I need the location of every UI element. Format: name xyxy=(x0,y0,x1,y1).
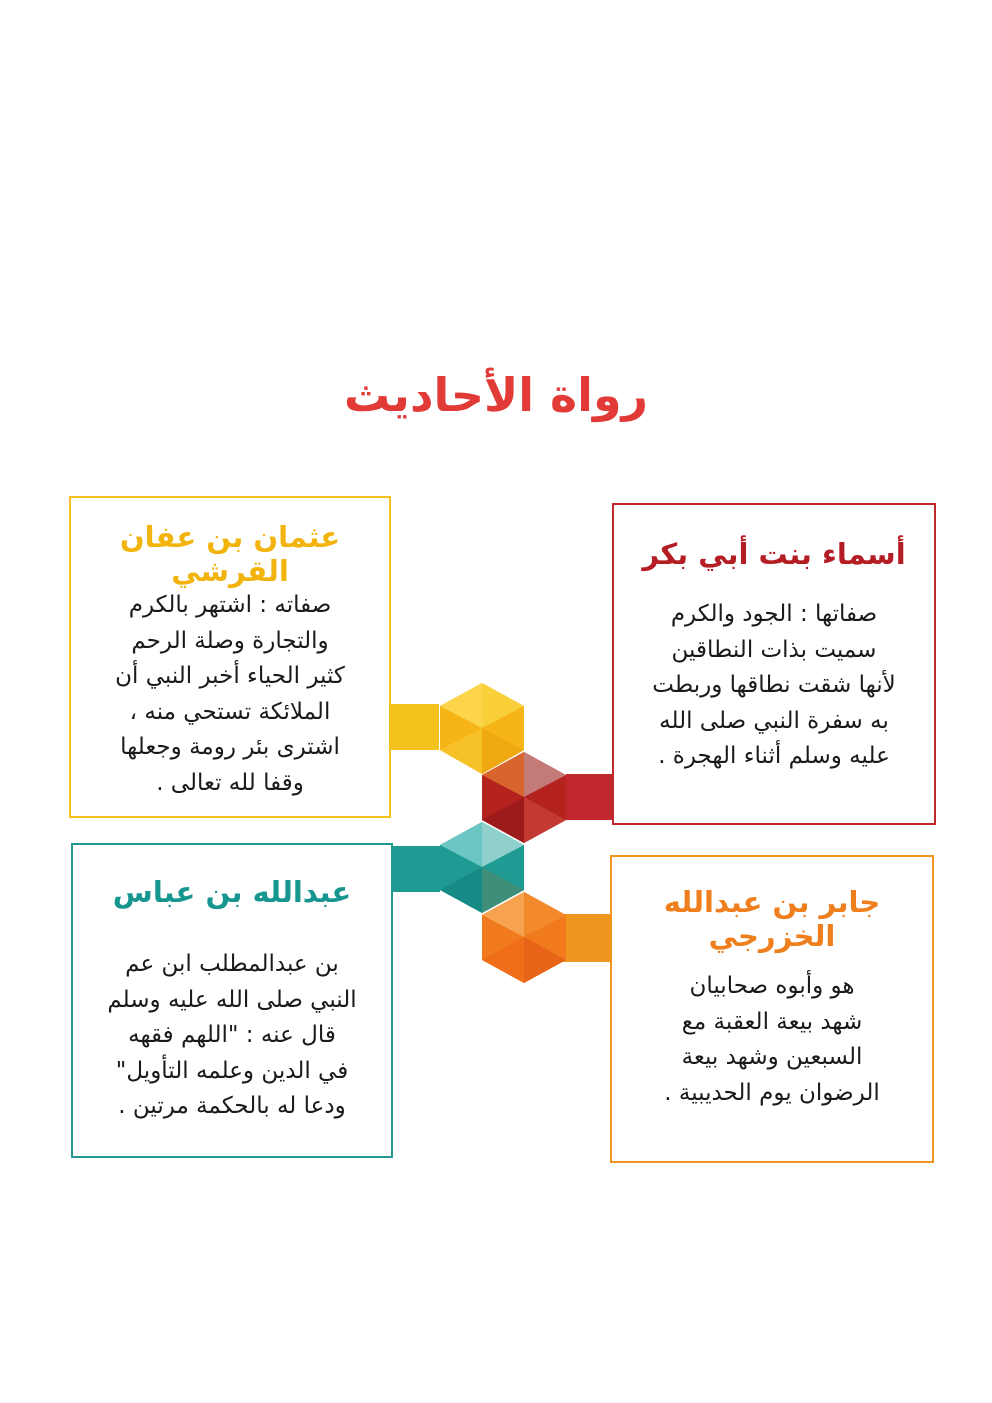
card-jabir-name: جابر بن عبدالله الخزرجي xyxy=(663,885,881,953)
description-line: وقفا لله تعالى . xyxy=(156,769,304,796)
card-uthman-description xyxy=(71,588,389,801)
description-line: صفاته : اشتهر بالكرم xyxy=(128,592,332,618)
description-line: والتجارة وصلة الرحم xyxy=(131,627,329,654)
description-line: الملائكة تستحي منه ، xyxy=(129,698,331,725)
description-line: ودعا له بالحكمة مرتين . xyxy=(118,1093,346,1119)
card-uthman xyxy=(69,496,391,818)
description-line: لأنها شقت نطاقها وربطت xyxy=(652,672,896,698)
connector-bar-red xyxy=(566,774,614,820)
description-line: كثير الحياء أخبر النبي أن xyxy=(115,663,345,689)
description-line: هو وأبوه صحابيان xyxy=(689,973,855,999)
description-line: في الدين وعلمه التأويل" xyxy=(115,1057,349,1084)
connector-bar-yellow xyxy=(391,704,439,750)
card-jabir xyxy=(610,855,934,1163)
card-abdullah-description xyxy=(73,947,391,1125)
card-jabir-description xyxy=(612,969,932,1111)
description-line: الرضوان يوم الحديبية . xyxy=(664,1079,880,1106)
card-asma-description xyxy=(614,597,934,775)
description-line: صفاتها : الجود والكرم xyxy=(670,601,878,627)
card-abdullah-name: عبدالله بن عباس xyxy=(112,875,352,909)
description-line: سميت بذات النطاقين xyxy=(671,636,877,663)
connector-bar-orange xyxy=(562,914,610,962)
description-line: قال عنه : "اللهم فقهه xyxy=(128,1022,336,1048)
card-uthman-name: عثمان بن عفان القرشي xyxy=(119,520,341,588)
description-line: السبعين وشهد بيعة xyxy=(681,1044,863,1070)
page-title: رواة الأحاديث xyxy=(343,368,649,422)
description-line: شهد بيعة العقبة مع xyxy=(681,1008,863,1035)
description-line: عليه وسلم أثناء الهجرة . xyxy=(658,743,890,769)
card-asma-name: أسماء بنت أبي بكر xyxy=(642,537,906,571)
description-line: اشترى بئر رومة وجعلها xyxy=(120,734,340,760)
description-line: به سفرة النبي صلى الله xyxy=(659,707,889,734)
card-asma xyxy=(612,503,936,825)
card-abdullah xyxy=(71,843,393,1158)
description-line: النبي صلى الله عليه وسلم xyxy=(107,986,357,1013)
connector-bar-teal xyxy=(392,846,440,892)
description-line: بن عبدالمطلب ابن عم xyxy=(125,951,339,977)
